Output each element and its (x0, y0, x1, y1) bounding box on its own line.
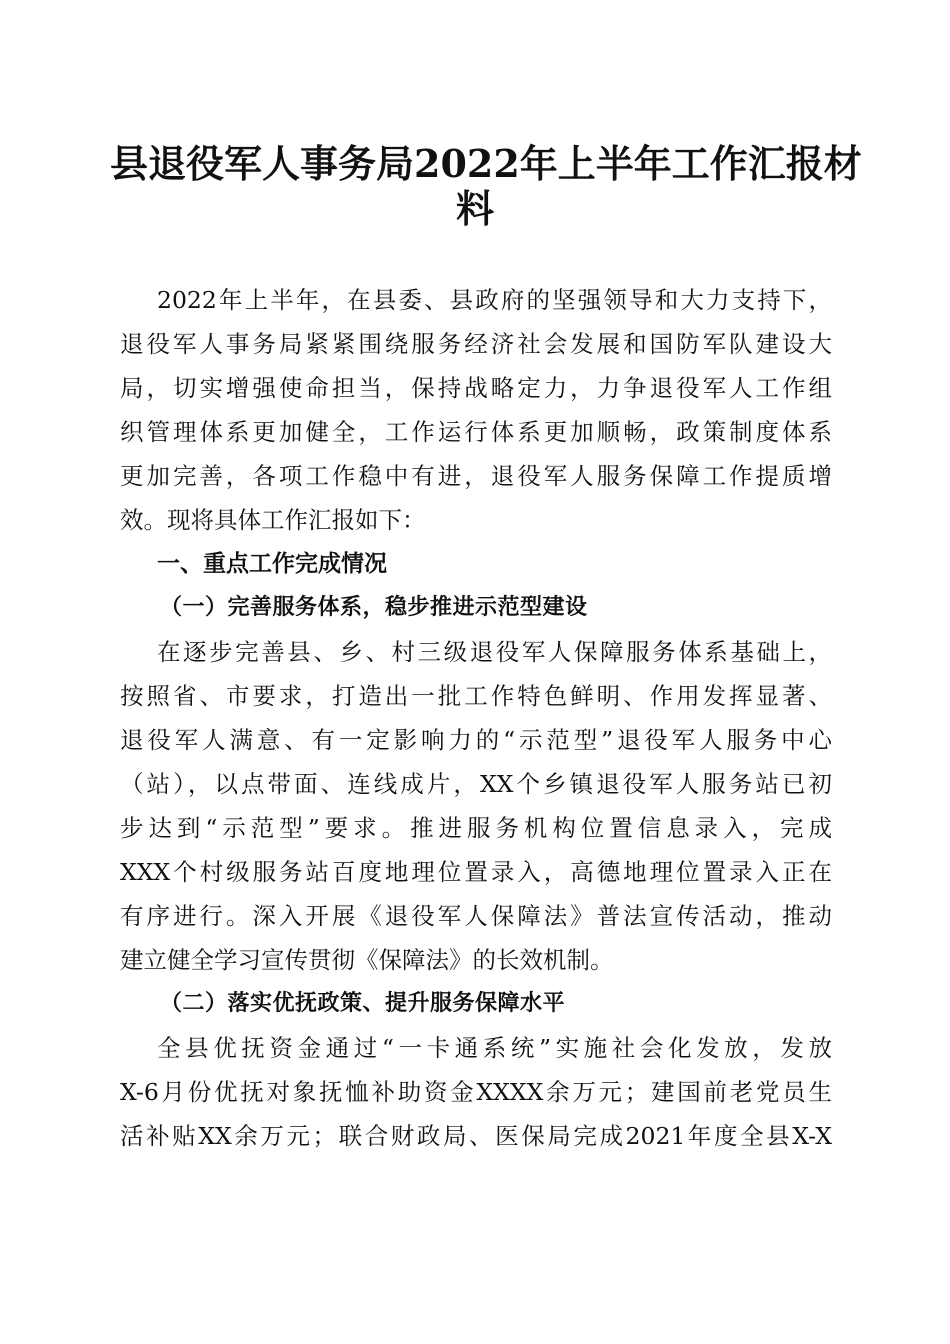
document-title-line-2: 料 (455, 186, 494, 231)
intro-line: 局，切实增强使命担当，保持战略定力，力争退役军人工作组 (120, 374, 832, 402)
intro-line: 效。现将具体工作汇报如下： (120, 506, 426, 534)
intro-line: 织管理体系更加健全，工作运行体系更加顺畅，政策制度体系 (120, 418, 832, 446)
intro-line: 2022年上半年，在县委、县政府的坚强领导和大力支持下， (157, 286, 832, 314)
body-line: 退役军人满意、有一定影响力的“示范型”退役军人服务中心 (120, 726, 832, 754)
body-line: 活补贴XX余万元；联合财政局、医保局完成2021年度全县X-X (120, 1122, 832, 1150)
body-line: 全县优抚资金通过“一卡通系统”实施社会化发放，发放 (157, 1034, 832, 1062)
body-line: 建立健全学习宣传贯彻《保障法》的长效机制。 (120, 946, 614, 974)
body-line: XXX个村级服务站百度地理位置录入，高德地理位置录入正在 (120, 858, 832, 886)
subsection-heading: （一）完善服务体系，稳步推进示范型建设 (160, 595, 588, 620)
body-line: 按照省、市要求，打造出一批工作特色鲜明、作用发挥显著、 (120, 682, 832, 710)
intro-line: 退役军人事务局紧紧围绕服务经济社会发展和国防军队建设大 (120, 330, 832, 358)
body-line: （站），以点带面、连线成片，XX个乡镇退役军人服务站已初 (120, 770, 832, 798)
body-line: 在逐步完善县、乡、村三级退役军人保障服务体系基础上， (157, 638, 832, 666)
intro-line: 更加完善，各项工作稳中有进，退役军人服务保障工作提质增 (120, 462, 832, 490)
body-line: 步达到“示范型”要求。推进服务机构位置信息录入，完成 (120, 814, 832, 842)
body-line: 有序进行。深入开展《退役军人保障法》普法宣传活动，推动 (120, 902, 832, 930)
subsection-heading: （二）落实优抚政策、提升服务保障水平 (160, 991, 566, 1016)
document-title-line-1: 县退役军人事务局2022年上半年工作汇报材 (110, 141, 862, 186)
section-heading: 一、重点工作完成情况 (157, 551, 387, 577)
body-line: X-6月份优抚对象抚恤补助资金XXXX余万元；建国前老党员生 (120, 1078, 832, 1106)
